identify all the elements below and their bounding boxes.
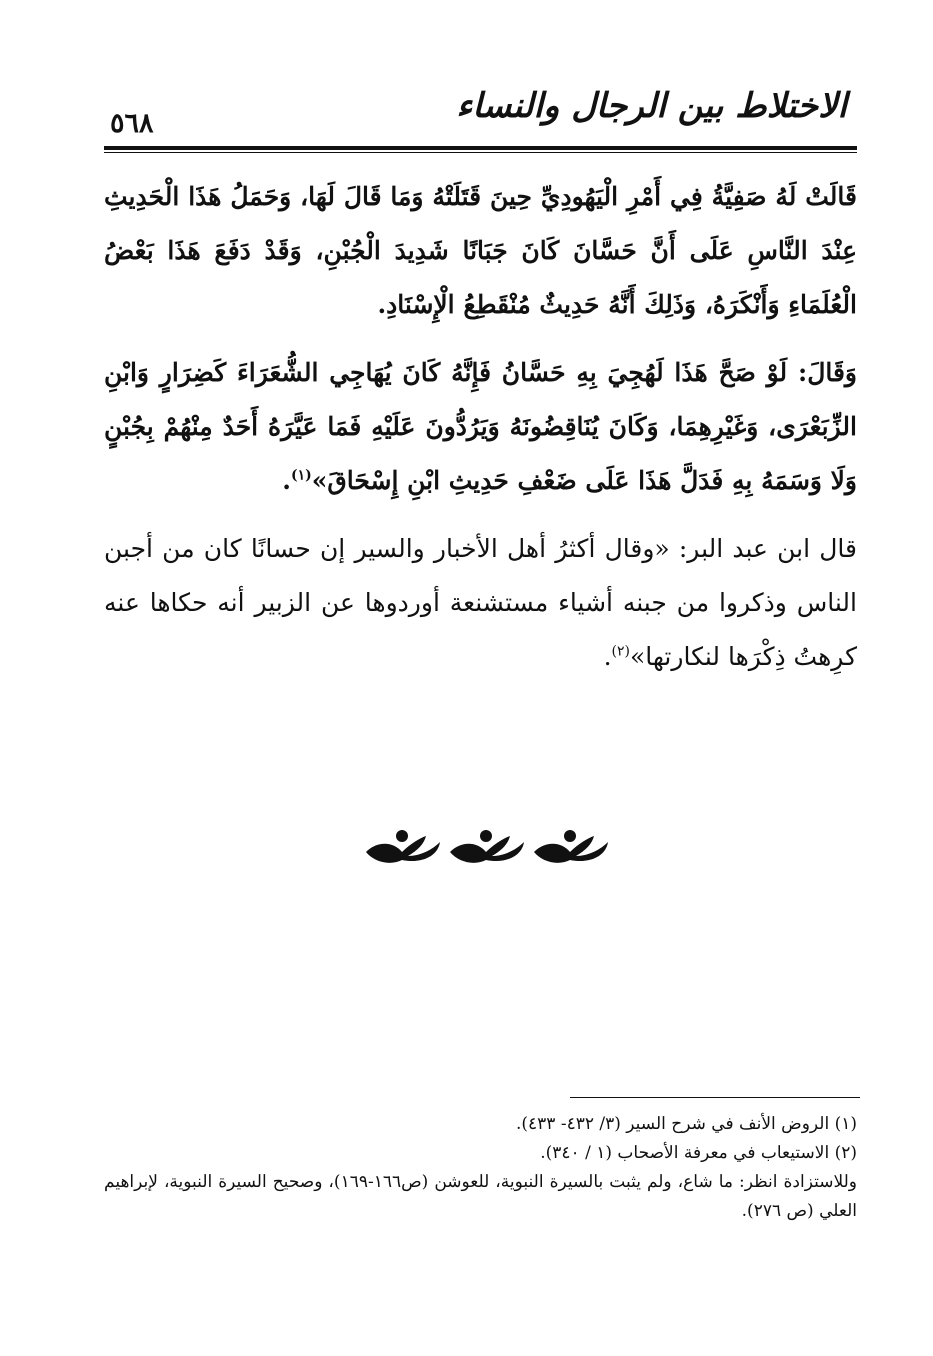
paragraph-2-text: وَقَالَ: لَوْ صَحَّ هَذَا لَهُجِيَ بِهِ حَسَّانُ فَإِنَّهُ كَانَ يُهَاجِي الشُّعَرَاءَ كَضِرَارٍ وَابْنِ الزِّبَعْرَى، وَغَيْرِهِمَا، وَكَانَ يُنَاقِضُونَهُ وَيَرُدُّونَ عَلَيْهِ فَمَا عَيَّرَهُ أَحَدٌ مِنْهُمْ بِجُبْنٍ وَلَا وَسَمَهُ بِهِ فَدَلَّ هَذَا عَلَى ضَعْفِ حَدِيثِ ابْنِ إِسْحَاقَ» bbox=[104, 358, 857, 495]
paragraph-1 bbox=[104, 170, 857, 332]
footnote-2: (٢) الاستيعاب في معرفة الأصحاب (١ / ٣٤٠). bbox=[540, 1143, 857, 1163]
running-title: الاختلاط بين الرجال والنساء bbox=[456, 86, 847, 126]
footnote-1: (١) الروض الأنف في شرح السير (٣/ ٤٣٢- ٤٣٣). bbox=[515, 1114, 857, 1134]
paragraph-1-text: قَالَتْ لَهُ صَفِيَّةُ فِي أَمْرِ الْيَهُودِيِّ حِينَ قَتَلَتْهُ وَمَا قَالَ لَهَا، وَحَمَلُ هَذَا الْحَدِيثِ عِنْدَ النَّاسِ عَلَى أَنَّ حَسَّانَ كَانَ جَبَانًا شَدِيدَ الْجُبْنِ، وَقَدْ دَفَعَ هَذَا بَعْضُ الْعُلَمَاءِ وَأَنْكَرَهُ، وَذَلِكَ أَنَّهُ حَدِيثٌ مُنْقَطِعُ الْإِسْنَادِ. bbox=[104, 182, 857, 319]
ornament-flourish-1 bbox=[366, 830, 440, 863]
footnote-ref-2: (٢) bbox=[611, 643, 630, 660]
page-number: ٥٦٨ bbox=[110, 108, 154, 139]
paragraph-3-end: . bbox=[603, 642, 612, 671]
paragraph-3 bbox=[104, 522, 857, 684]
ornament-flourish-3 bbox=[534, 830, 608, 863]
main-text bbox=[104, 170, 857, 684]
header-rule bbox=[104, 146, 857, 150]
paragraph-2-end: . bbox=[282, 466, 291, 495]
footnote-separator bbox=[570, 1097, 860, 1098]
ornament-divider bbox=[360, 826, 610, 870]
header-rule-thin bbox=[104, 152, 857, 153]
ornament-flourish-2 bbox=[450, 830, 524, 863]
paragraph-2 bbox=[104, 346, 857, 508]
footnote-ref-1: (١) bbox=[290, 467, 312, 484]
footnotes bbox=[104, 1110, 857, 1226]
footnote-3: وللاستزادة انظر: ما شاع، ولم يثبت بالسيرة النبوية، للعوشن (ص١٦٦-١٦٩)، وصحيح السيرة النبوية، لإبراهيم العلي (ص ٢٧٦). bbox=[104, 1172, 857, 1221]
page-header bbox=[104, 82, 857, 152]
paragraph-3-text: قال ابن عبد البر: «وقال أكثرُ أهل الأخبار والسير إن حسانًا كان من أجبن الناس وذكروا من جبنه أشياء مستشنعة أوردوها عن الزبير أنه حكاها عنه كرِهتُ ذِكْرَها لنكارتها» bbox=[104, 534, 857, 671]
